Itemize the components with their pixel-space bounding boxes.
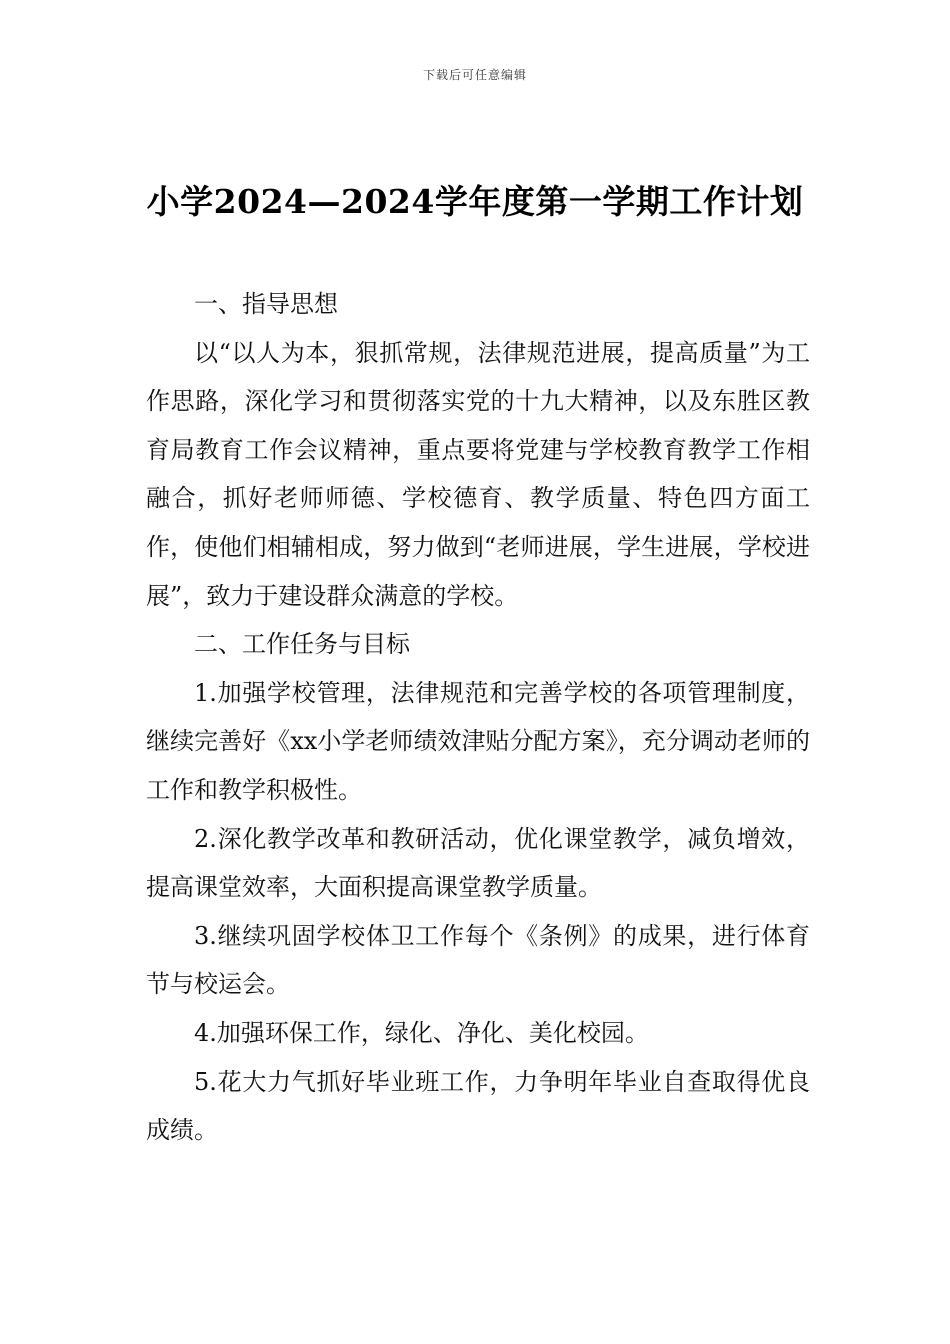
- task-item-2: 2.深化教学改革和教研活动，优化课堂教学，减负增效，提高课堂效率，大面积提高课堂教学质量。: [146, 824, 810, 902]
- section-heading-tasks-goals: 二、工作任务与目标: [194, 630, 410, 659]
- task-item-1: 1.加强学校管理，法律规范和完善学校的各项管理制度，继续完善好《xx小学老师绩效津贴分配方案》，充分调动老师的工作和教学积极性。: [146, 678, 810, 804]
- task-item-3: 3.继续巩固学校体卫工作每个《条例》的成果，进行体育节与校运会。: [146, 921, 810, 999]
- task-item-5: 5.花大力气抓好毕业班工作，力争明年毕业自查取得优良成绩。: [146, 1067, 810, 1145]
- task-item-4: 4.加强环保工作，绿化、净化、美化校园。: [194, 1018, 649, 1047]
- header-note: 下载后可任意编辑: [422, 68, 527, 82]
- document-body: [146, 280, 810, 1155]
- paragraph-guiding-ideology: 以“以人为本，狠抓常规，法律规范进展，提高质量”为工作思路，深化学习和贯彻落实党的十九大精神，以及东胜区教育局教育工作会议精神，重点要将党建与学校教育教学工作相融合，抓好老师师德、学校德育、教学质量、特色四方面工作，使他们相辅相成，努力做到“老师进展，学生进展，学校进展”，致力于建设群众满意的学校。: [146, 338, 810, 610]
- document-title: 小学2024—2024学年度第一学期工作计划: [146, 182, 804, 221]
- section-heading-guiding-ideology: 一、指导思想: [194, 290, 338, 318]
